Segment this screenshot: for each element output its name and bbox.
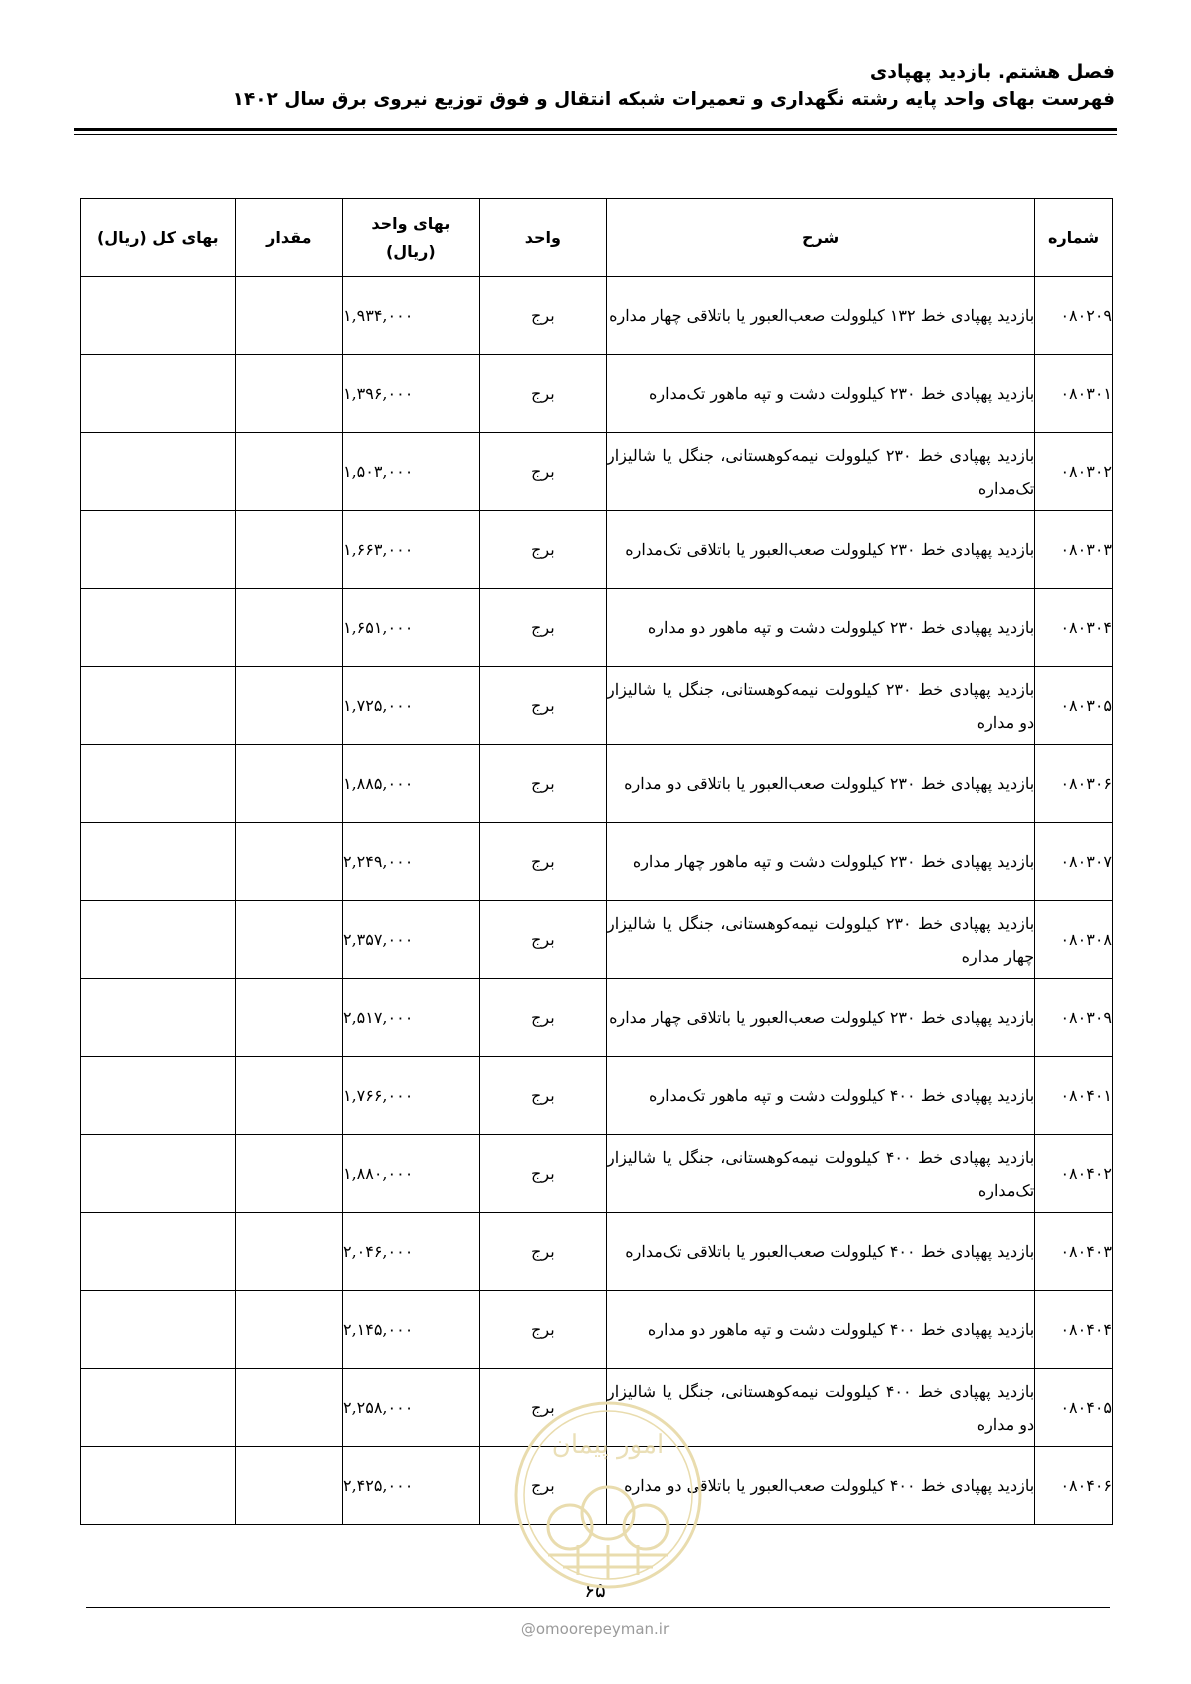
item-description: بازدید پهپادی خط ۴۰۰ کیلوولت نیمه‌کوهستانی، جنگل یا شالیزار تک‌مداره	[607, 1135, 1035, 1213]
item-description: بازدید پهپادی خط ۲۳۰ کیلوولت صعب‌العبور یا باتلاقی چهار مداره	[607, 979, 1035, 1057]
table-row	[81, 979, 1113, 1057]
header-unit-price	[342, 199, 479, 277]
item-total-price	[81, 511, 236, 589]
item-total-price	[81, 823, 236, 901]
item-unit-price: ۱,۶۵۱,۰۰۰	[342, 589, 479, 667]
item-quantity	[235, 901, 342, 979]
item-unit-price: ۱,۸۸۵,۰۰۰	[342, 745, 479, 823]
price-list-table	[80, 198, 1113, 1525]
item-description: بازدید پهپادی خط ۲۳۰ کیلوولت نیمه‌کوهستانی، جنگل یا شالیزار دو مداره	[607, 667, 1035, 745]
item-unit: برج	[479, 355, 606, 433]
item-quantity	[235, 667, 342, 745]
item-description: بازدید پهپادی خط ۴۰۰ کیلوولت صعب‌العبور یا باتلاقی دو مداره	[607, 1447, 1035, 1525]
table-row	[81, 1135, 1113, 1213]
item-quantity	[235, 589, 342, 667]
item-quantity	[235, 277, 342, 355]
item-code: ۰۸۰۳۰۸	[1035, 901, 1113, 979]
item-unit: برج	[479, 433, 606, 511]
item-quantity	[235, 355, 342, 433]
item-unit: برج	[479, 901, 606, 979]
item-unit: برج	[479, 745, 606, 823]
item-total-price	[81, 589, 236, 667]
item-code: ۰۸۰۳۰۴	[1035, 589, 1113, 667]
table-body	[81, 277, 1113, 1525]
item-description: بازدید پهپادی خط ۴۰۰ کیلوولت دشت و تپه ماهور تک‌مداره	[607, 1057, 1035, 1135]
item-description: بازدید پهپادی خط ۲۳۰ کیلوولت دشت و تپه ماهور دو مداره	[607, 589, 1035, 667]
item-total-price	[81, 277, 236, 355]
item-quantity	[235, 1213, 342, 1291]
item-unit: برج	[479, 979, 606, 1057]
item-code: ۰۸۰۲۰۹	[1035, 277, 1113, 355]
header-unit-price-label: بهای واحد	[371, 213, 451, 233]
footer-rule	[86, 1607, 1110, 1608]
page-number: ۶۵	[584, 1578, 606, 1602]
table-row	[81, 1369, 1113, 1447]
table-row	[81, 1213, 1113, 1291]
item-total-price	[81, 667, 236, 745]
item-description: بازدید پهپادی خط ۲۳۰ کیلوولت نیمه‌کوهستانی، جنگل یا شالیزار تک‌مداره	[607, 433, 1035, 511]
item-unit-price: ۲,۴۲۵,۰۰۰	[342, 1447, 479, 1525]
header-code: شماره	[1035, 199, 1113, 277]
item-total-price	[81, 979, 236, 1057]
item-code: ۰۸۰۳۰۶	[1035, 745, 1113, 823]
item-code: ۰۸۰۳۰۲	[1035, 433, 1113, 511]
item-code: ۰۸۰۴۰۱	[1035, 1057, 1113, 1135]
item-unit: برج	[479, 1057, 606, 1135]
table-row	[81, 823, 1113, 901]
watermark-url: @omoorepeyman.ir	[520, 1620, 670, 1638]
item-unit-price: ۱,۸۸۰,۰۰۰	[342, 1135, 479, 1213]
item-unit: برج	[479, 1213, 606, 1291]
item-code: ۰۸۰۴۰۳	[1035, 1213, 1113, 1291]
item-unit-price: ۲,۵۱۷,۰۰۰	[342, 979, 479, 1057]
item-unit: برج	[479, 1369, 606, 1447]
table-row	[81, 667, 1113, 745]
item-unit-price: ۱,۳۹۶,۰۰۰	[342, 355, 479, 433]
item-description: بازدید پهپادی خط ۲۳۰ کیلوولت صعب‌العبور یا باتلاقی تک‌مداره	[607, 511, 1035, 589]
header-unit: واحد	[479, 199, 606, 277]
item-description: بازدید پهپادی خط ۲۳۰ کیلوولت نیمه‌کوهستانی، جنگل یا شالیزار چهار مداره	[607, 901, 1035, 979]
item-total-price	[81, 1135, 236, 1213]
item-total-price	[81, 1447, 236, 1525]
header-quantity: مقدار	[235, 199, 342, 277]
document-title: فهرست بهای واحد پایه رشته نگهداری و تعمیرات شبکه انتقال و فوق توزیع نیروی برق سال ۱۴۰۲	[232, 89, 1115, 110]
item-unit: برج	[479, 1291, 606, 1369]
table-header-row	[81, 199, 1113, 277]
table-row	[81, 355, 1113, 433]
item-unit-price: ۲,۲۵۸,۰۰۰	[342, 1369, 479, 1447]
item-unit: برج	[479, 667, 606, 745]
header-rule-thick	[74, 128, 1117, 131]
page-header	[75, 58, 1115, 114]
item-description: بازدید پهپادی خط ۲۳۰ کیلوولت صعب‌العبور یا باتلاقی دو مداره	[607, 745, 1035, 823]
item-quantity	[235, 1447, 342, 1525]
item-description: بازدید پهپادی خط ۲۳۰ کیلوولت دشت و تپه ماهور تک‌مداره	[607, 355, 1035, 433]
item-total-price	[81, 433, 236, 511]
item-total-price	[81, 1369, 236, 1447]
item-quantity	[235, 1291, 342, 1369]
item-unit-price: ۲,۰۴۶,۰۰۰	[342, 1213, 479, 1291]
item-total-price	[81, 1213, 236, 1291]
item-unit: برج	[479, 1135, 606, 1213]
item-description: بازدید پهپادی خط ۱۳۲ کیلوولت صعب‌العبور یا باتلاقی چهار مداره	[607, 277, 1035, 355]
item-code: ۰۸۰۴۰۶	[1035, 1447, 1113, 1525]
item-code: ۰۸۰۳۰۱	[1035, 355, 1113, 433]
item-unit: برج	[479, 589, 606, 667]
item-quantity	[235, 745, 342, 823]
table-row	[81, 745, 1113, 823]
table-row	[81, 1447, 1113, 1525]
chapter-title: فصل هشتم. بازدید پهپادی	[869, 61, 1115, 83]
item-unit-price: ۲,۳۵۷,۰۰۰	[342, 901, 479, 979]
table-row	[81, 1057, 1113, 1135]
item-description: بازدید پهپادی خط ۴۰۰ کیلوولت صعب‌العبور یا باتلاقی تک‌مداره	[607, 1213, 1035, 1291]
header-description: شرح	[607, 199, 1035, 277]
item-quantity	[235, 511, 342, 589]
header-unit-price-currency: (ریال)	[385, 241, 436, 261]
header-total-price: بهای کل (ریال)	[81, 199, 236, 277]
table-row	[81, 901, 1113, 979]
item-total-price	[81, 1057, 236, 1135]
item-code: ۰۸۰۳۰۵	[1035, 667, 1113, 745]
item-total-price	[81, 1291, 236, 1369]
item-unit: برج	[479, 1447, 606, 1525]
item-unit-price: ۱,۶۶۳,۰۰۰	[342, 511, 479, 589]
item-unit-price: ۱,۷۶۶,۰۰۰	[342, 1057, 479, 1135]
item-code: ۰۸۰۴۰۴	[1035, 1291, 1113, 1369]
item-unit-price: ۲,۱۴۵,۰۰۰	[342, 1291, 479, 1369]
item-description: بازدید پهپادی خط ۴۰۰ کیلوولت نیمه‌کوهستانی، جنگل یا شالیزار دو مداره	[607, 1369, 1035, 1447]
item-code: ۰۸۰۳۰۷	[1035, 823, 1113, 901]
item-total-price	[81, 901, 236, 979]
table-row	[81, 511, 1113, 589]
table-row	[81, 277, 1113, 355]
item-quantity	[235, 823, 342, 901]
svg-text:امور پیمان: امور پیمان	[551, 1430, 665, 1460]
item-quantity	[235, 433, 342, 511]
item-code: ۰۸۰۳۰۹	[1035, 979, 1113, 1057]
item-unit: برج	[479, 511, 606, 589]
item-unit: برج	[479, 277, 606, 355]
table-row	[81, 1291, 1113, 1369]
item-code: ۰۸۰۴۰۲	[1035, 1135, 1113, 1213]
item-quantity	[235, 979, 342, 1057]
item-unit-price: ۱,۷۲۵,۰۰۰	[342, 667, 479, 745]
item-description: بازدید پهپادی خط ۴۰۰ کیلوولت دشت و تپه ماهور دو مداره	[607, 1291, 1035, 1369]
item-unit-price: ۱,۵۰۳,۰۰۰	[342, 433, 479, 511]
item-unit-price: ۲,۲۴۹,۰۰۰	[342, 823, 479, 901]
item-unit-price: ۱,۹۳۴,۰۰۰	[342, 277, 479, 355]
header-rule-thin	[74, 134, 1117, 135]
table-row	[81, 433, 1113, 511]
item-total-price	[81, 745, 236, 823]
item-unit: برج	[479, 823, 606, 901]
table-row	[81, 589, 1113, 667]
item-quantity	[235, 1369, 342, 1447]
item-total-price	[81, 355, 236, 433]
item-quantity	[235, 1135, 342, 1213]
item-code: ۰۸۰۴۰۵	[1035, 1369, 1113, 1447]
item-code: ۰۸۰۳۰۳	[1035, 511, 1113, 589]
item-quantity	[235, 1057, 342, 1135]
item-description: بازدید پهپادی خط ۲۳۰ کیلوولت دشت و تپه ماهور چهار مداره	[607, 823, 1035, 901]
